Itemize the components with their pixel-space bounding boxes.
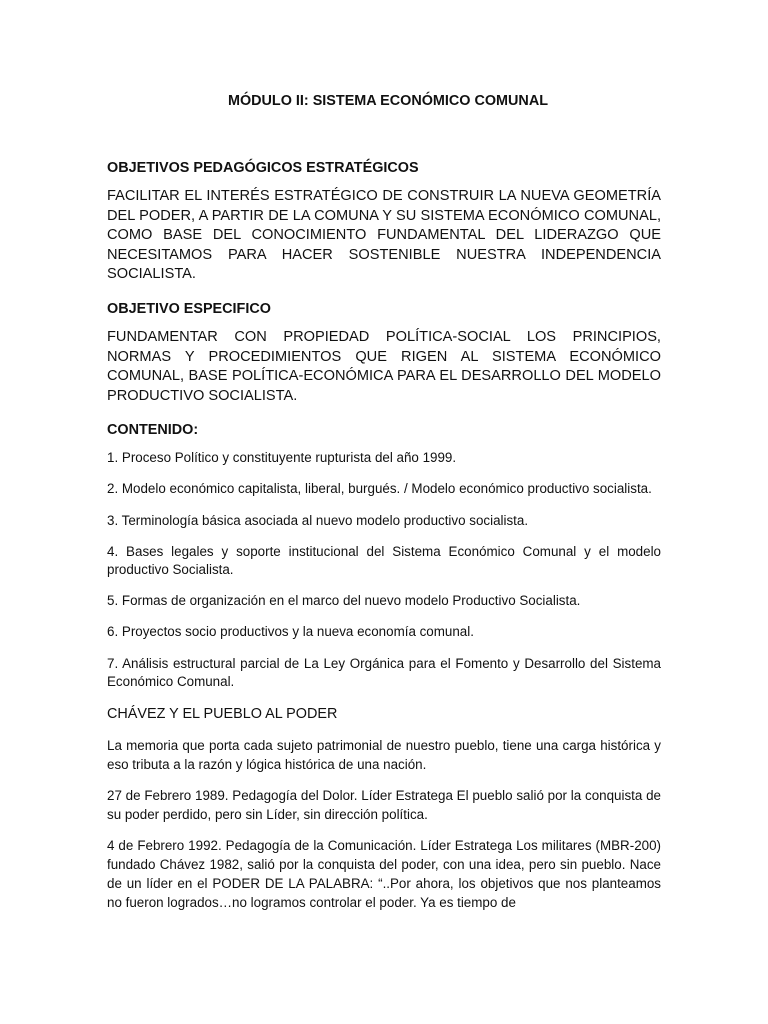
content-item-5: 5. Formas de organización en el marco del nuevo modelo Productivo Socialista. <box>107 593 581 609</box>
content-item-7: 7. Análisis estructural parcial de La Ley Orgánica para el Fomento y Desarrollo del Sistema Económico Comunal. <box>107 655 661 690</box>
objectives-paragraph: FACILITAR EL INTERÉS ESTRATÉGICO DE CONSTRUIR LA NUEVA GEOMETRÍA DEL PODER, A PARTIR DE LA COMUNA Y SU SISTEMA ECONÓMICO COMUNAL, COMO BASE DEL CONOCIMIENTO FUNDAMENTAL DEL LIDERAZGO QUE NECESITAMOS PARA HACER SOSTENIBLE NUESTRA INDEPENDENCIA SOCIALISTA. <box>107 188 661 283</box>
body-paragraph-1: La memoria que porta cada sujeto patrimonial de nuestro pueblo, tiene una carga histórica y eso tributa a la razón y lógica histórica de una nación. <box>107 738 661 773</box>
content-item-6: 6. Proyectos socio productivos y la nueva economía comunal. <box>107 624 474 640</box>
body-paragraph-2: 27 de Febrero 1989. Pedagogía del Dolor. Líder Estratega El pueblo salió por la conquista de su poder perdido, pero sin Líder, sin dirección política. <box>107 788 661 823</box>
section-title: CHÁVEZ Y EL PUEBLO AL PODER <box>107 706 338 723</box>
content-item-1: 1. Proceso Político y constituyente rupturista del año 1999. <box>107 450 457 466</box>
content-item-4: 4. Bases legales y soporte institucional del Sistema Económico Comunal y el modelo productivo Socialista. <box>107 543 661 578</box>
objectives-heading: OBJETIVOS PEDAGÓGICOS ESTRATÉGICOS <box>107 160 419 176</box>
body-paragraph-3: 4 de Febrero 1992. Pedagogía de la Comunicación. Líder Estratega Los militares (MBR-200) fundado Chávez 1982, salió por la conquista del poder, con una idea, pero sin pueblo. Nace de un líder en el PODER DE LA PALABRA: “..Por ahora, los objetivos que nos planteamos no fueron logrados…no logramos controlar el poder. Ya es tiempo de <box>107 838 661 911</box>
content-heading: CONTENIDO: <box>107 422 199 439</box>
content-list <box>107 449 661 691</box>
specific-objective-paragraph: FUNDAMENTAR CON PROPIEDAD POLÍTICA-SOCIAL LOS PRINCIPIOS, NORMAS Y PROCEDIMIENTOS QUE RIGEN AL SISTEMA ECONÓMICO COMUNAL, BASE POLÍTICA-ECONÓMICA PARA EL DESARROLLO DEL MODELO PRODUCTIVO SOCIALISTA. <box>107 328 661 404</box>
content-item-3: 3. Terminología básica asociada al nuevo modelo productivo socialista. <box>107 512 529 528</box>
content-item-2: 2. Modelo económico capitalista, liberal, burgués. / Modelo económico productivo socialista. <box>107 481 652 497</box>
specific-objective-heading: OBJETIVO ESPECIFICO <box>107 300 271 317</box>
document-title: MÓDULO II: SISTEMA ECONÓMICO COMUNAL <box>227 93 549 109</box>
